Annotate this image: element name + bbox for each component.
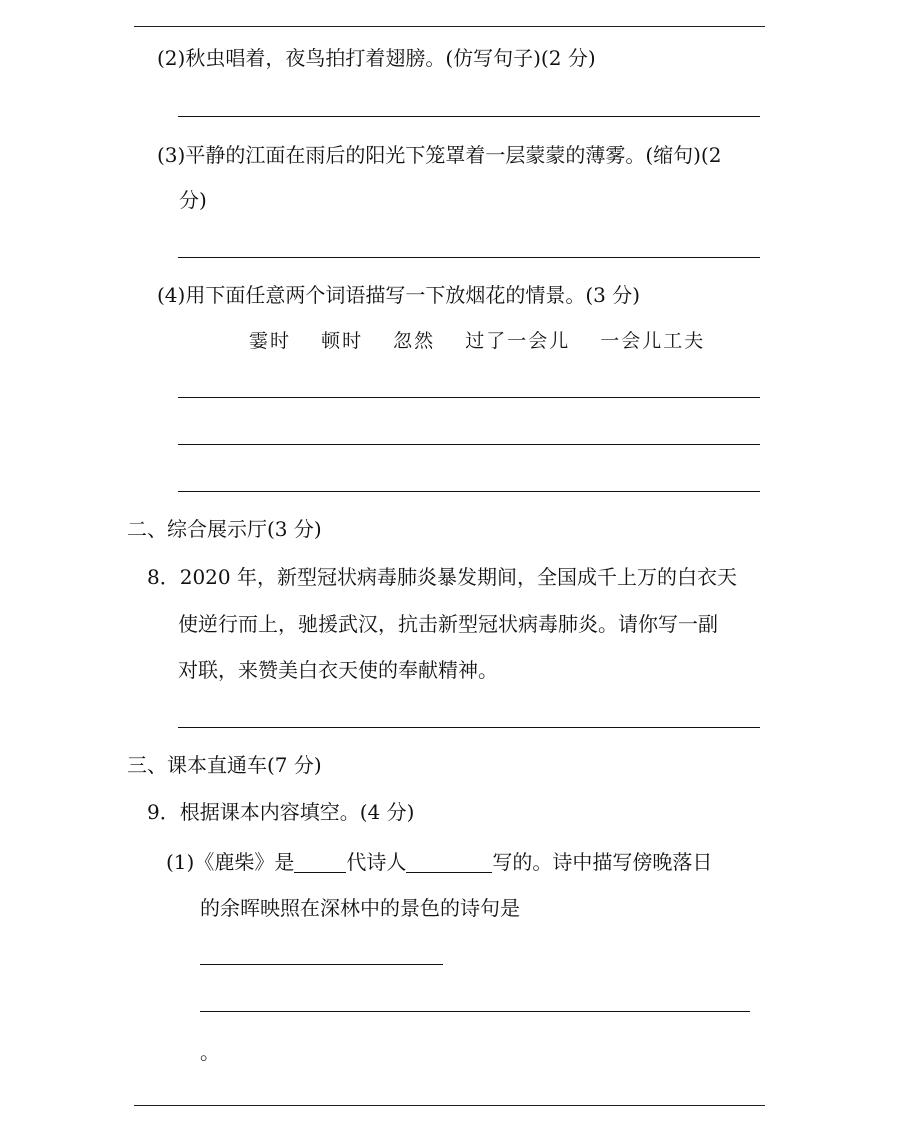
answer-line-q2[interactable] (178, 116, 760, 117)
answer-line-q4-3[interactable] (178, 491, 760, 492)
question-9-1-text-a: (1)《鹿柴》是 (166, 850, 295, 874)
answer-line-q8[interactable] (178, 727, 760, 728)
question-8-text-line3: 对联，来赞美白衣天使的奉献精神。 (178, 658, 498, 682)
question-8-text-line2: 使逆行而上，驰援武汉，抗击新型冠状病毒肺炎。请你写一副 (178, 612, 718, 636)
answer-line-q4-1[interactable] (178, 397, 760, 398)
question-9-1-line2: 的余晖映照在深林中的景色的诗句是 (200, 896, 520, 920)
question-2-text: (2)秋虫唱着，夜鸟拍打着翅膀。(仿写句子)(2 分) (157, 46, 596, 70)
word-bank-item: 一会儿工夫 (600, 330, 706, 352)
question-4-text: (4)用下面任意两个词语描写一下放烟花的情景。(3 分) (157, 283, 641, 307)
question-9-1-line1 (166, 848, 712, 876)
question-8-text-line1: 8．2020 年，新型冠状病毒肺炎暴发期间，全国成千上万的白衣天 (147, 565, 737, 589)
end-period: 。 (200, 1040, 220, 1064)
answer-line-q3[interactable] (178, 257, 760, 258)
word-bank-item: 霎时 (249, 330, 292, 352)
blank-dynasty[interactable] (294, 850, 346, 873)
word-bank-item: 忽然 (393, 330, 436, 352)
page-bottom-rule (134, 1105, 765, 1106)
word-bank (249, 327, 727, 355)
question-3-text-line2: 分) (179, 188, 207, 212)
question-3-text-line1: (3)平静的江面在雨后的阳光下笼罩着一层蒙蒙的薄雾。(缩句)(2 (157, 143, 722, 167)
question-9-1-text-b: 代诗人 (346, 850, 407, 874)
question-9-1-text-c: 写的。诗中描写傍晚落日 (492, 850, 713, 874)
word-bank-item: 顿时 (321, 330, 364, 352)
blank-poet[interactable] (406, 850, 492, 873)
question-9-title: 9．根据课本内容填空。(4 分) (147, 800, 415, 824)
page-top-rule (134, 26, 765, 27)
answer-line-q9-1-long[interactable] (200, 1011, 750, 1012)
section-3-title: 三、课本直通车(7 分) (127, 753, 322, 777)
section-2-title: 二、综合展示厅(3 分) (127, 517, 322, 541)
answer-line-q9-1-short[interactable] (200, 964, 443, 965)
answer-line-q4-2[interactable] (178, 444, 760, 445)
word-bank-item: 过了一会儿 (465, 330, 571, 352)
